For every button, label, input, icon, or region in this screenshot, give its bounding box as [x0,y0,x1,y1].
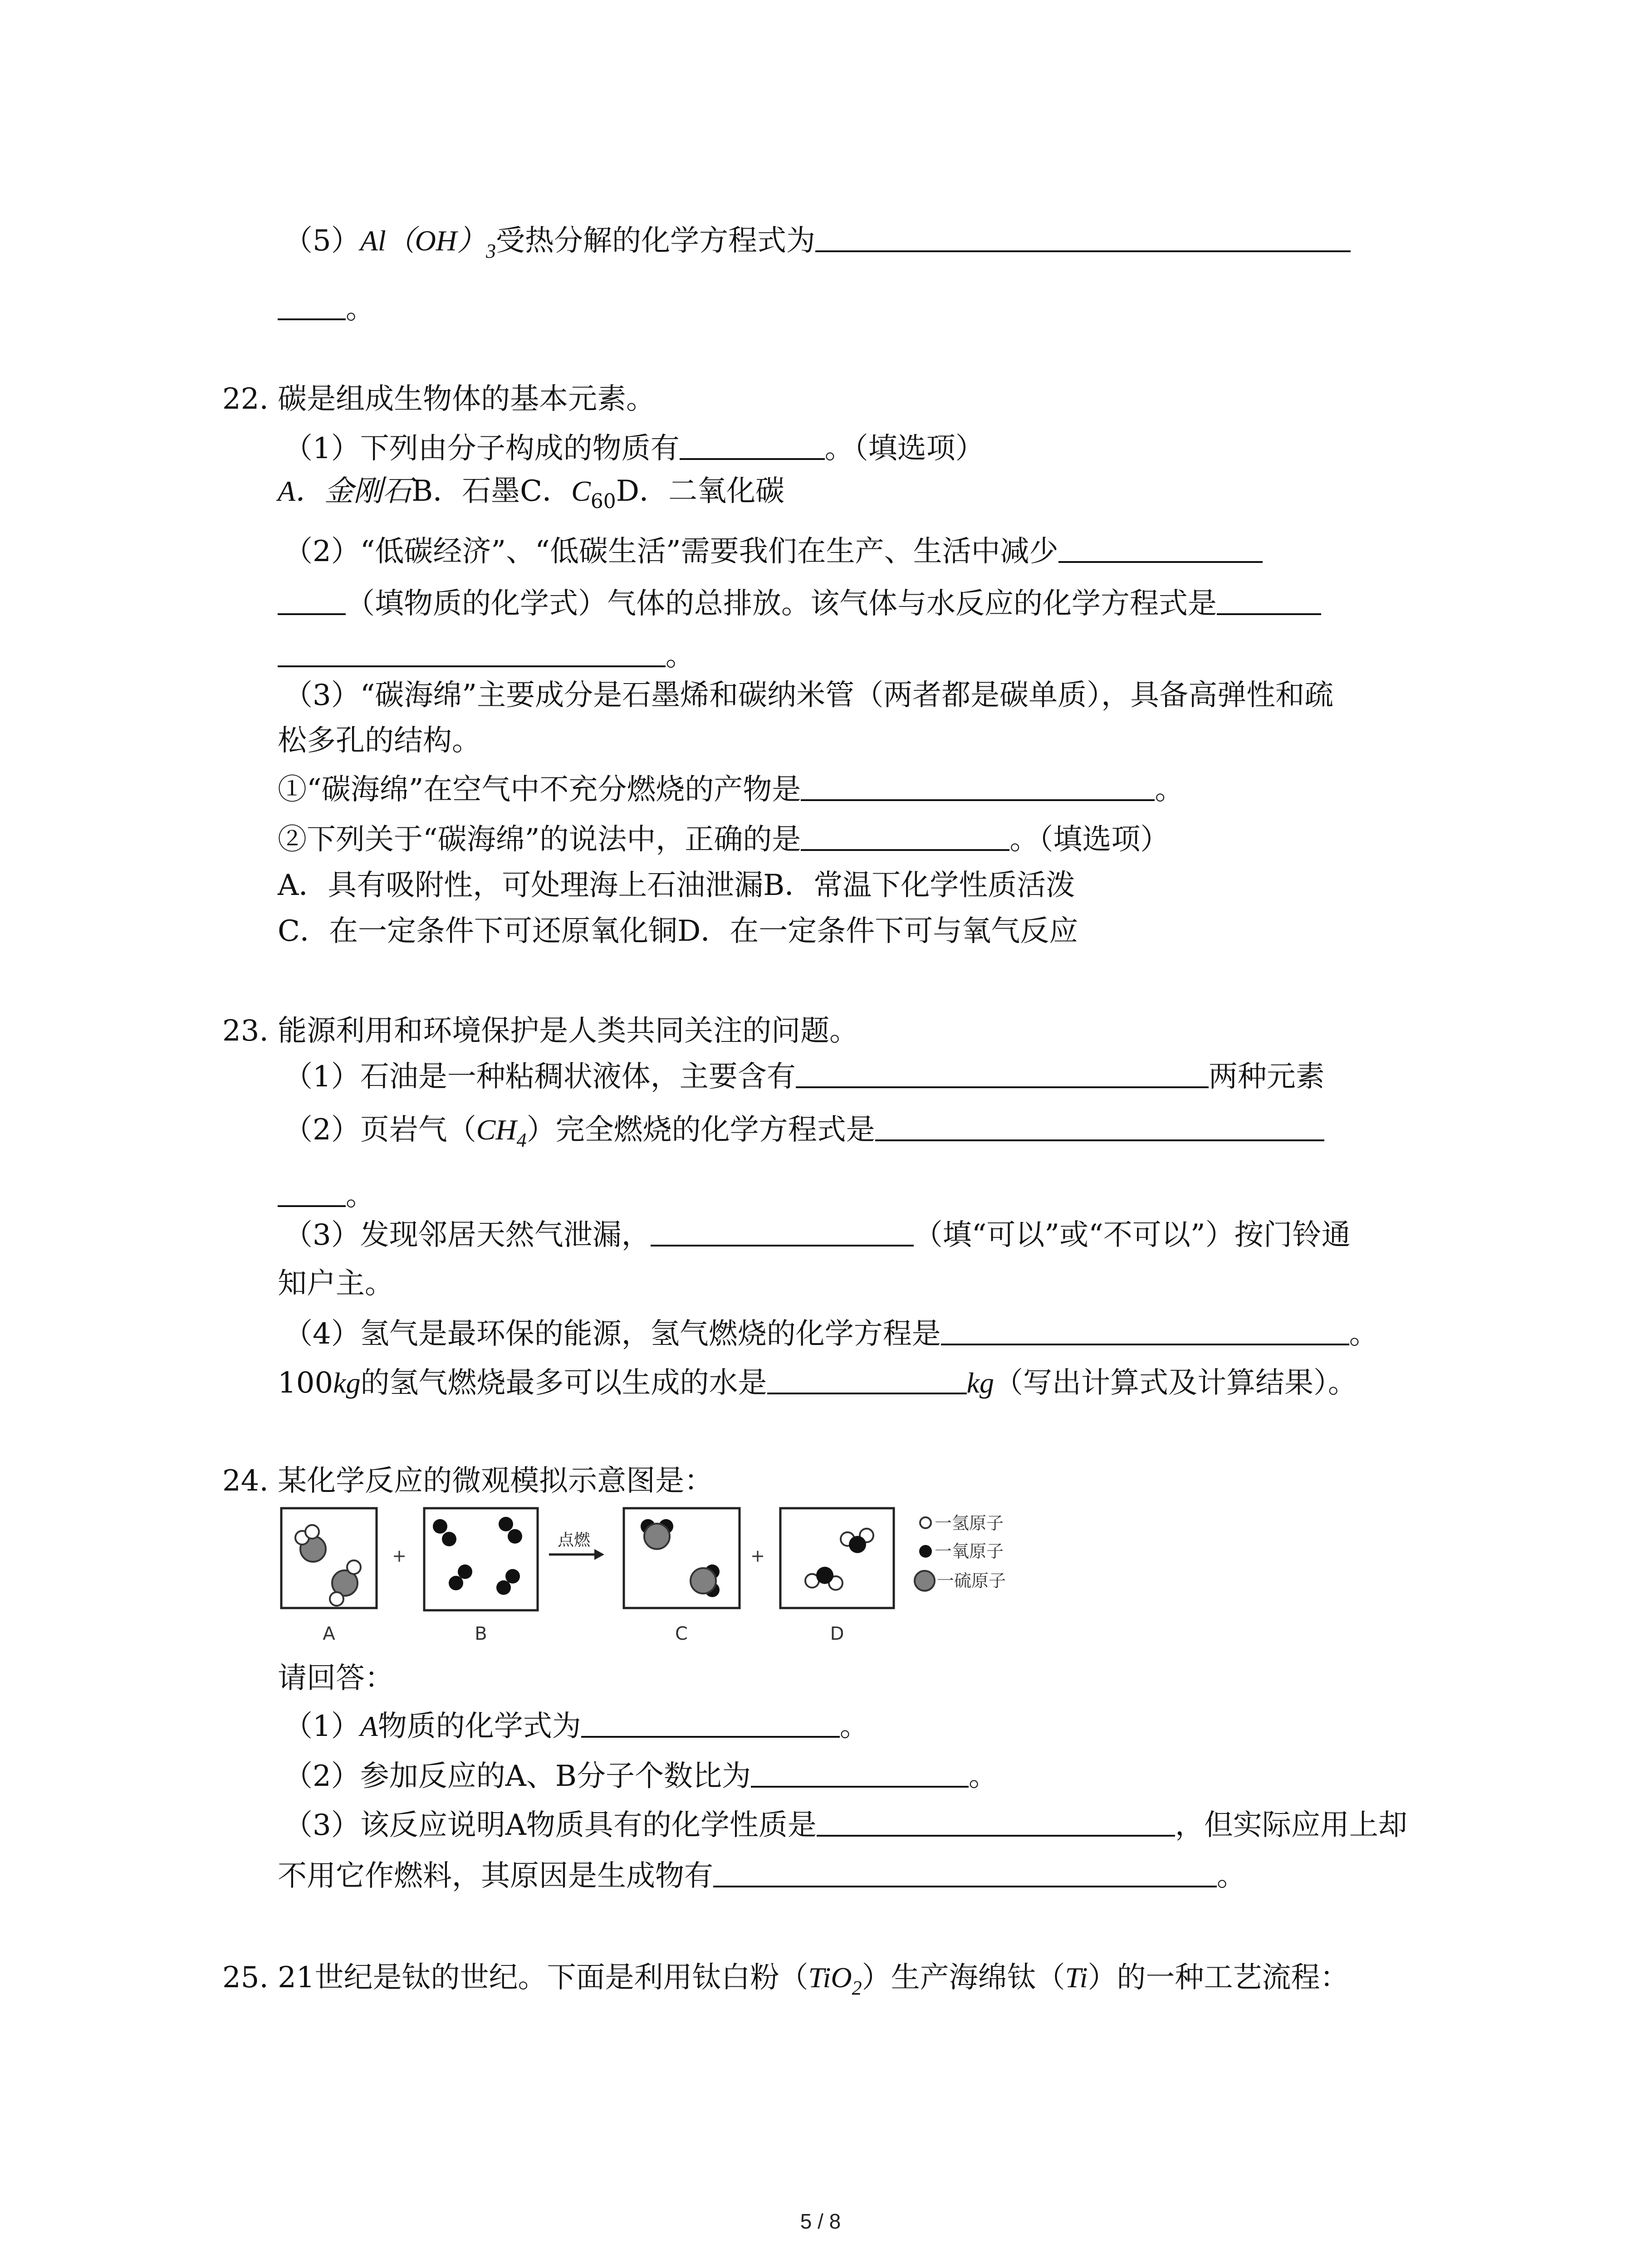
o2-molecules [433,1517,522,1595]
q22-part3-options-line1 [278,867,1075,904]
q24-part2-blank[interactable] [751,1758,969,1788]
q22-part3-sub2-text: ②下列关于“碳海绵”的说法中，正确的是 [278,823,801,856]
q23-part3-blank[interactable] [651,1217,914,1246]
q22-sub2-option-b: B．常温下化学性质活泼 [763,869,1075,902]
q22-part3-sub2 [278,821,1169,857]
q22-part3-options-line2 [278,913,1078,949]
q23-stem: 23. 能源利用和环境保护是人类共同关注的问题。 [222,1014,859,1048]
q23-part4-line1 [284,1315,1378,1352]
q24-part3-end: 。 [1217,1859,1246,1893]
q22-part2-text-a: （2）“低碳经济”、“低碳生活”需要我们在生产、生活中减少 [284,535,1058,568]
legend-sulfur-icon [915,1571,935,1591]
q25-ti-symbol: Ti [1065,1961,1088,1994]
legend-oxygen-icon [919,1545,932,1558]
q23-part2-formula-sub: 4 [516,1129,527,1151]
q22-option-c-sub: 60 [590,490,616,513]
q22-part2-blank2-cont[interactable] [278,637,666,667]
q24-part3-text-b: ，但实际应用上却 [1175,1809,1407,1842]
q24-part1-blank[interactable] [581,1708,840,1738]
q24-part1-end: 。 [839,1710,869,1743]
q24-part1-var: A [360,1710,378,1742]
q25-stem [222,1960,1349,1999]
q21-part5-answer-blank[interactable] [815,222,1351,252]
q21-part5-line [284,222,1351,262]
plus-2: + [750,1546,765,1566]
q21-part5-text: 受热分解的化学方程式为 [496,224,816,258]
q24-part3-blank2[interactable] [713,1857,1217,1887]
q24-part2-end: 。 [968,1760,998,1793]
q22-part1-end: 。（填选项） [824,432,985,465]
q24-part3-text-c: 不用它作燃料，其原因是生成物有 [278,1859,713,1893]
q23-part3-line2: 知户主。 [278,1267,394,1300]
q24-part2-line [284,1758,998,1794]
q24-part2-text: （2）参加反应的A、B分子个数比为 [284,1760,751,1793]
q23-part1-end: 两种元素 [1208,1060,1325,1094]
q22-part3-sub1 [278,771,1184,807]
q22-part2-end: 。 [666,639,695,673]
h2s-molecule-1 [295,1525,326,1562]
q23-part4-text-b: 的氢气燃烧最多可以生成的水是 [360,1366,767,1400]
label-c: C [675,1623,688,1644]
q25-stem-text-c: ）的一种工艺流程： [1087,1961,1349,1994]
q22-part2-line2 [278,585,1321,621]
q23-part4-unit: kg [333,1367,361,1399]
label-b: B [475,1623,487,1644]
q23-part2-text-a: （2）页岩气（ [284,1113,476,1147]
q22-part2-line1 [284,533,1263,569]
q23-part4-line2 [278,1364,1357,1401]
q22-part2-blank2[interactable] [1217,585,1321,615]
q23-part3-text-a: （3）发现邻居天然气泄漏， [284,1218,651,1252]
q23-part4-text-a: （4）氢气是最环保的能源，氢气燃烧的化学方程是 [284,1317,941,1351]
q22-part2-text-b: （填物质的化学式）气体的总排放。该气体与水反应的化学方程式是 [346,587,1217,621]
q23-part4-mass: 100 [278,1366,333,1400]
q22-part1-options [278,473,785,513]
q23-part4-unit2: kg [966,1367,994,1399]
q22-option-c-prefix: C． [520,474,572,508]
q24-part1-label: （1） [284,1710,360,1743]
q23-part4-text-c: （写出计算式及计算结果）。 [994,1366,1357,1400]
q24-part3-text-a: （3）该反应说明A物质具有的化学性质是 [284,1809,817,1842]
reaction-diagram [277,1504,1057,1653]
q23-part3-text-b: （填“可以”或“不可以”）按门铃通 [913,1218,1351,1252]
box-d [780,1508,894,1608]
q22-part1-answer-blank[interactable] [680,430,825,460]
q22-part3-line1: （3）“碳海绵”主要成分是石墨烯和碳纳米管（两者都是碳单质），具备高弹性和疏 [284,679,1334,712]
q21-part5-label: （5） [284,224,360,258]
q22-part3-sub1-text: ①“碳海绵”在空气中不充分燃烧的产物是 [278,773,801,807]
q23-part1-blank[interactable] [796,1058,1209,1088]
q22-part3-sub1-blank[interactable] [801,771,1155,801]
q22-part3-sub1-end: 。 [1155,773,1184,807]
q24-part3-line1 [284,1807,1407,1843]
q25-stem-text-b: ）生产海绵钛（ [862,1961,1065,1994]
q23-part2-blank-cont[interactable] [278,1177,346,1207]
q24-ask: 请回答： [278,1662,394,1695]
reaction-arrow-head [594,1549,604,1560]
q23-part2-blank[interactable] [875,1111,1324,1141]
h2o-molecule-1 [841,1529,873,1553]
q22-sub2-option-d: D．在一定条件下可与氧气反应 [677,914,1078,948]
q23-part1-line [284,1058,1325,1095]
q23-part2-text-b: ）完全燃烧的化学方程式是 [526,1113,875,1147]
q24-part1-text: 物质的化学式为 [377,1710,581,1743]
q25-stem-text-a: 25. 21世纪是钛的世纪。下面是利用钛白粉（ [222,1961,808,1994]
q22-stem: 22. 碳是组成生物体的基本元素。 [222,382,656,416]
q22-part3-line2: 松多孔的结构。 [278,724,481,758]
legend-sulfur: 一硫原子 [937,1571,1006,1591]
q23-part2-line2 [278,1177,375,1213]
q24-stem: 24. 某化学反应的微观模拟示意图是： [222,1464,714,1498]
h2s-molecule-2 [330,1560,361,1606]
q22-sub2-option-c: C．在一定条件下可还原氧化铜 [278,914,677,948]
h2o-molecule-2 [805,1567,843,1590]
legend-hydrogen: 一氢原子 [935,1513,1004,1533]
q21-part5-end: 。 [346,292,375,326]
q24-part3-blank1[interactable] [817,1807,1175,1837]
q21-part5-formula: Al（OH） [360,225,486,257]
q22-part1-text: （1）下列由分子构成的物质有 [284,432,680,465]
q21-part5-answer-blank-cont[interactable] [278,290,346,320]
box-a [281,1508,377,1608]
q22-option-c-formula: C [571,475,591,507]
q23-part2-end: 。 [346,1179,375,1212]
label-d: D [830,1623,844,1644]
q22-part2-line3 [278,637,695,674]
legend-oxygen: 一氧原子 [935,1541,1004,1561]
q23-part2-line1 [284,1111,1324,1151]
q22-option-a: A．金刚石 [278,475,412,507]
arrow-label: 点燃 [557,1531,591,1549]
q22-part2-blank1-cont[interactable] [278,585,346,615]
q23-part4-end: 。 [1349,1317,1378,1351]
q22-option-b: B．石墨 [411,474,520,508]
legend-hydrogen-icon [920,1517,931,1528]
q23-part4-blank1[interactable] [941,1315,1349,1345]
q22-sub2-option-a: A．具有吸附性，可处理海上石油泄漏 [278,869,764,902]
q23-part2-formula: CH [476,1114,517,1146]
page-number: 5 / 8 [800,2209,841,2233]
label-a: A [323,1623,335,1644]
so2-molecule-1 [641,1519,673,1549]
q23-part4-blank2[interactable] [767,1364,967,1394]
q21-part5-formula-sub: 3 [486,240,496,262]
q22-part3-sub2-end: 。（填选项） [1009,823,1170,856]
q23-part3-line1 [284,1217,1351,1253]
so2-molecule-2 [691,1564,720,1597]
q22-part3-sub2-blank[interactable] [801,821,1009,851]
q24-part3-line2 [278,1857,1246,1894]
plus-1: + [392,1546,407,1566]
box-c [624,1508,740,1608]
q21-part5-line2 [278,290,375,327]
q25-formula: TiO [808,1961,852,1994]
q23-part1-text: （1）石油是一种粘稠状液体，主要含有 [284,1060,796,1094]
q22-part1-line [284,430,985,466]
q22-option-d: D．二氧化碳 [616,474,785,508]
q24-part1-line [284,1708,869,1744]
q25-formula-sub: 2 [852,1977,862,1999]
q22-part2-blank1[interactable] [1058,533,1263,563]
legend [915,1513,1006,1591]
